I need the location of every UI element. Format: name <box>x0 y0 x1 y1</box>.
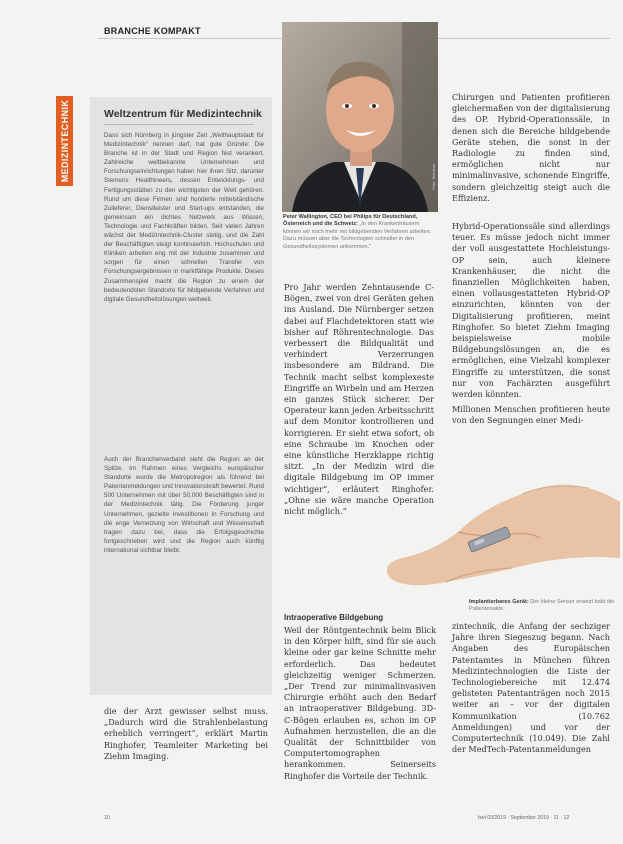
page-footer-right: bwi 03/2019 · September 2019 · 11 · 12 <box>478 815 570 821</box>
column-2-paragraph-2: Weil der Röntgentechnik beim Blick in den Körper hilft, sind für sie auch kleine oder gar keine Schnitte mehr erforderlich. Das bedeutet gleichzeitig weniger Schmerzen. „Der Trend zur minimalinvasiven Chirurgie erhöht auch den Bedarf an intraoperativer Bildgebung. 3D-C-Bögen erlauben es, schon im OP Aufnahmen herzustellen, die an die Qualität der Schnittbilder von Computertomographen herankommen. Seinerseits Ringhofer die Vorteile der Technik. <box>284 625 436 781</box>
subheading-intraoperative: Intraoperative Bildgebung <box>284 613 384 622</box>
hand-implant-photo <box>362 442 620 592</box>
portrait-photo <box>282 22 438 212</box>
info-box-title: Weltzentrum für Medizintechnik <box>104 108 262 120</box>
section-kicker: BRANCHE KOMPAKT <box>104 26 201 36</box>
implant-caption-text: Der kleine Sensor ersetzt bald die Patientenakte. <box>469 599 615 613</box>
photo-credit: Foto: Siemens <box>431 164 436 190</box>
photo-caption-name: Peter Wallington, CEO bei Philips für Deutschland, Österreich und die Schweiz: <box>283 214 418 228</box>
photo-caption <box>283 214 437 251</box>
side-tab-label: MEDIZINTECHNIK <box>59 99 70 183</box>
page-number-left: 10 <box>104 815 110 821</box>
column-3-paragraph-3: Millionen Menschen profitieren heute von den Segnungen einer Medi- <box>452 404 610 426</box>
column-3-paragraph-4: zintechnik, die Anfang der sechziger Jahre ihren Siegeszug begann. Nach Angaben des Europäischen Patentamtes in München führen Medizintechnologien die Liste der Technologiebereiche mit 12.474 gelisteten Patentanträgen noch 2015 weiter an – vor der digitalen Kommunikation (10.762 Anmeldungen) und vor der Computertechnik (10.049). Die Zahl der MedTech-Patentanmeldungen <box>452 621 610 755</box>
column-1-paragraph: die der Arzt gewisser selbst muss. „Dadurch wird die Strahlenbelastung erheblich verringert“, erklärt Martin Ringhofer, Teamleiter Marketing bei Ziehm Imaging. <box>104 706 268 761</box>
info-box-paragraph-2: Auch der Branchenverband sieht die Region an der Spitze. Im Rahmen eines Vergleichs europäischer Standorte wurde die Metropolregion als führend bei Patentanmeldungen und Innovationskraft bewertet. Rund 500 Unternehmen mit über 50.000 Beschäftigten sind in der Medizintechnik tätig. Die Förderung junger Unternehmen, gezielte Investitionen in Forschung und die enge Vernetzung von Wirtschaft und Wissenschaft tragen dazu bei, dass die Erfolgsgeschichte fortgeschrieben wird und die Region auch künftig international sichtbar bleibt. <box>104 456 264 554</box>
section-side-tab <box>56 96 73 186</box>
column-2-paragraph-1: Pro Jahr werden Zehntausende C-Bögen, zwei von drei Geräten gehen ins Ausland. Die Nürnberger setzen dabei auf Flachdetektoren statt wie bisher auf Röhrentechnologie. Das verbessert die Bildqualität und verhindert Verzerrungen insbesondere am Bildrand. Die Technik macht selbst komplexeste Eingriffe an Wirbeln und am Herzen ein ganzes Stück sicherer. Der Operateur kann jeden Arbeitsschritt auf dem Monitor kontrollieren und korrigieren. Er sieht etwa sofort, ob eine Schraube im Knochen oder eine künstliche Herzklappe richtig sitzt. „In der Medizin wird die digitale Bildgebung im OP immer wichtiger“, erläutert Ringhofer. „Ohne sie wäre manche Operation nicht möglich.“ <box>284 282 434 517</box>
info-box-paragraph-1: Dass sich Nürnberg in jüngster Zeit „Welthauptstadt für Medizintechnik“ nennen darf, hat gute Gründe: Die Branche ist in der Stadt und Region fest verankert. Zahlreiche weltbekannte Unternehmen und Forschungseinrichtungen haben hier ihren Sitz, darunter Siemens Healthineers, dessen Entwicklungs- und Fertigungsstätten zu den wichtigsten der Welt gehören. Rund um diese Firmen sind hunderte mittelständische Zulieferer, Dienstleister und Start-ups entstanden, die gemeinsam ein dichtes Netzwerk aus Wissen, Technologie und Fachkräften bilden. Seit vielen Jahren wächst der Medizintechnik-Cluster stetig, und die Zahl der Beschäftigten steigt kontinuierlich. Hochschulen und Kliniken arbeiten eng mit der Industrie zusammen und sorgen für einen schnellen Transfer von Forschungsergebnissen in marktfähige Produkte. Dieses Zusammenspiel macht die Region zu einem der bedeutendsten Standorte für bildgebende Verfahren und digitale Gesundheitslösungen weltweit. <box>104 132 264 303</box>
photo-caption-text: „In den Krankenhäusern können wir noch mehr mit bildgebenden Verfahren arbeiten. Dazu müssen aber die Technologien schneller in den Gesundheitssystemen ankommen.“ <box>283 221 432 250</box>
portrait-illustration <box>282 22 438 212</box>
info-box-rule <box>104 124 254 125</box>
column-3-paragraph-2: Hybrid-Operationssäle sind allerdings teuer. Es müsse jedoch nicht immer der voll ausgestattete Hochleistungs-OP sein, auch kleinere Krankenhäuser, die nicht die finanziellen Möglichkeiten haben, einen vollausgestatteten Hybrid-OP einzurichten, könnten von der Digitalisierung profitieren, meint Ringhofer. So bietet Ziehm Imaging beispielsweise mobile Bildgebungslösungen an, die es ermöglichen, eine Vielzahl komplexer Eingriffe zu unterstützen, die sonst nur von Fachärzten ausgeführt werden könnten. <box>452 221 610 400</box>
implant-caption <box>469 599 615 614</box>
column-3-paragraph-1: Chirurgen und Patienten profitieren gleichermaßen von der digitalisierung des OP. Hybrid-Operationssäle, in denen sich die Bereiche bildgebende Geräte stehen, die sonst in der Radiologie zu finden sind, ermöglichen nicht nur minimalinvasive, schonende Eingriffe, sondern gleichzeitig steigt auch die Effizienz. <box>452 92 610 203</box>
implant-caption-name: Implantierbares Gerät: <box>469 599 529 605</box>
